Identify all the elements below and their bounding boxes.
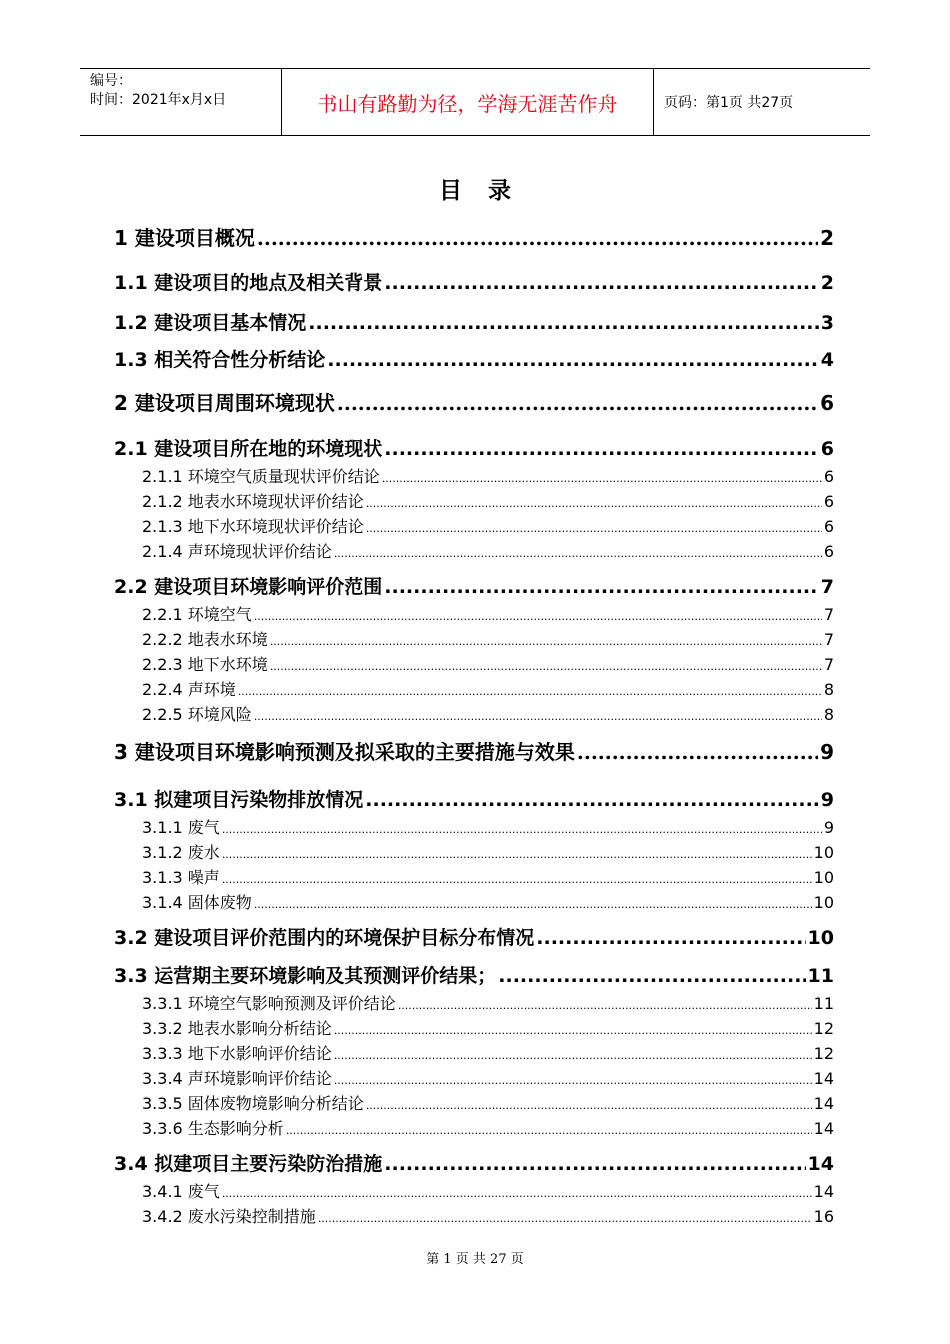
toc-entry-page: 7 <box>823 630 834 649</box>
toc-entry[interactable] <box>114 1149 834 1176</box>
toc-leader-dots <box>384 576 818 598</box>
toc-entry[interactable] <box>114 268 834 295</box>
toc-entry-label: 2.2.3 地下水环境 <box>142 655 268 674</box>
toc-entry[interactable] <box>142 464 834 487</box>
toc-entry-label: 3.3.5 固体废物境影响分析结论 <box>142 1094 364 1113</box>
toc-entry-label: 1.2 建设项目基本情况 <box>114 312 307 334</box>
toc-entry-page: 9 <box>820 740 834 764</box>
toc-entry[interactable] <box>142 652 834 675</box>
toc-leader-dots <box>222 873 812 886</box>
toc-leader-dots <box>365 789 818 811</box>
toc-entry-label: 2.2.5 环境风险 <box>142 705 252 724</box>
toc-entry[interactable] <box>114 572 834 599</box>
toc-entry[interactable] <box>142 991 834 1014</box>
toc-leader-dots <box>334 1074 812 1087</box>
toc-entry-label: 2.2.2 地表水环境 <box>142 630 268 649</box>
toc-entry-page: 2 <box>820 272 834 294</box>
toc-entry-label: 1.1 建设项目的地点及相关背景 <box>114 272 383 294</box>
toc-entry-page: 6 <box>820 391 834 415</box>
toc-entry-label: 3.4.2 废水污染控制措施 <box>142 1207 316 1226</box>
toc-leader-dots <box>366 522 822 535</box>
page-footer: 第 1 页 共 27 页 <box>426 1252 524 1267</box>
toc-entry-label: 2.1.3 地下水环境现状评价结论 <box>142 517 364 536</box>
toc-entry[interactable] <box>114 785 834 812</box>
toc-entry-label: 3.4.1 废气 <box>142 1182 220 1201</box>
toc-leader-dots <box>318 1212 812 1225</box>
toc-leader-dots <box>254 610 822 623</box>
toc-entry[interactable] <box>142 890 834 913</box>
toc-entry-page: 6 <box>823 492 834 511</box>
toc-entry-page: 10 <box>807 927 834 949</box>
toc-leader-dots <box>382 472 822 485</box>
toc-entry-label: 3.1.2 废水 <box>142 843 220 862</box>
toc-entry[interactable] <box>142 1016 834 1039</box>
toc-entry[interactable] <box>114 961 834 988</box>
toc-entry-page: 12 <box>813 1044 834 1063</box>
toc-entry[interactable] <box>114 736 834 765</box>
toc-leader-dots <box>384 272 818 294</box>
toc-leader-dots <box>254 710 822 723</box>
toc-entry-label: 3 建设项目环境影响预测及拟采取的主要措施与效果 <box>114 740 575 764</box>
toc-entry[interactable] <box>142 1066 834 1089</box>
toc-entry-label: 3.1.4 固体废物 <box>142 893 252 912</box>
toc-entry[interactable] <box>142 865 834 888</box>
toc-leader-dots <box>286 1124 812 1137</box>
toc-entry-page: 6 <box>823 467 834 486</box>
toc-leader-dots <box>327 349 818 371</box>
toc-entry-label: 3.4 拟建项目主要污染防治措施 <box>114 1153 383 1175</box>
toc-leader-dots <box>270 635 822 648</box>
toc-entry-label: 3.3.4 声环境影响评价结论 <box>142 1069 332 1088</box>
toc-entry-label: 2.1 建设项目所在地的环境现状 <box>114 438 383 460</box>
toc-entry-label: 2.1.2 地表水环境现状评价结论 <box>142 492 364 511</box>
toc-entry[interactable] <box>114 387 834 416</box>
toc-leader-dots <box>270 660 822 673</box>
toc-leader-dots <box>536 927 805 949</box>
toc-leader-dots <box>222 823 822 836</box>
toc-entry-page: 6 <box>823 517 834 536</box>
document-date: 时间：2021年x月x日 <box>90 92 227 108</box>
toc-entry-page: 14 <box>813 1182 834 1201</box>
toc-entry-page: 2 <box>820 226 834 250</box>
toc-leader-dots <box>254 898 812 911</box>
toc-entry-page: 11 <box>813 994 834 1013</box>
toc-leader-dots <box>222 1187 812 1200</box>
toc-entry-page: 6 <box>820 438 834 460</box>
header-page-info: 页码：第1页 共27页 <box>664 95 794 111</box>
toc-entry[interactable] <box>142 602 834 625</box>
toc-entry[interactable] <box>142 702 834 725</box>
toc-entry-label: 2.2 建设项目环境影响评价范围 <box>114 576 383 598</box>
toc-entry[interactable] <box>142 1204 834 1227</box>
header-motto-cell <box>282 69 654 135</box>
toc-entry-label: 2 建设项目周围环境现状 <box>114 391 335 415</box>
toc-entry-page: 7 <box>823 605 834 624</box>
toc-leader-dots <box>308 312 818 334</box>
header-motto: 书山有路勤为径，学海无涯苦作舟 <box>317 91 618 116</box>
toc-entry-page: 14 <box>813 1119 834 1138</box>
toc-entry[interactable] <box>142 677 834 700</box>
toc-entry-page: 14 <box>813 1069 834 1088</box>
toc-entry-page: 11 <box>807 965 834 987</box>
toc-entry[interactable] <box>114 222 834 251</box>
toc-entry[interactable] <box>142 815 834 838</box>
toc-leader-dots <box>257 226 818 250</box>
toc-leader-dots <box>366 1099 812 1112</box>
toc-leader-dots <box>384 1153 805 1175</box>
toc-entry-page: 6 <box>823 542 834 561</box>
toc-entry-label: 3.3.2 地表水影响分析结论 <box>142 1019 332 1038</box>
toc-entry[interactable] <box>114 308 834 335</box>
toc-leader-dots <box>334 1024 812 1037</box>
page-header <box>80 68 870 136</box>
toc-entry-page: 16 <box>813 1207 834 1226</box>
toc-leader-dots <box>398 999 812 1012</box>
toc-entry-label: 3.3.3 地下水影响评价结论 <box>142 1044 332 1063</box>
toc-leader-dots <box>334 1049 812 1062</box>
toc-entry-page: 7 <box>820 576 834 598</box>
toc-entry[interactable] <box>114 345 834 372</box>
toc-entry[interactable] <box>142 489 834 512</box>
toc-entry-page: 3 <box>820 312 834 334</box>
toc-leader-dots <box>498 965 805 987</box>
toc-entry-label: 3.2 建设项目评价范围内的环境保护目标分布情况 <box>114 927 535 949</box>
toc-entry[interactable] <box>142 627 834 650</box>
toc-entry-label: 3.3 运营期主要环境影响及其预测评价结果； <box>114 965 497 987</box>
toc-entry-page: 14 <box>807 1153 834 1175</box>
toc-entry-label: 3.1 拟建项目污染物排放情况 <box>114 789 364 811</box>
toc-entry-page: 8 <box>823 705 834 724</box>
toc-entry[interactable] <box>142 1041 834 1064</box>
toc-entry-label: 2.2.4 声环境 <box>142 680 236 699</box>
toc-entry-label: 1.3 相关符合性分析结论 <box>114 349 326 371</box>
toc-entry-page: 9 <box>820 789 834 811</box>
toc-entry-page: 7 <box>823 655 834 674</box>
toc-entry-label: 2.1.1 环境空气质量现状评价结论 <box>142 467 380 486</box>
toc-entry-label: 2.2.1 环境空气 <box>142 605 252 624</box>
toc-leader-dots <box>577 740 818 764</box>
toc-entry-page: 10 <box>813 893 834 912</box>
toc-leader-dots <box>238 685 822 698</box>
toc-entry-label: 3.1.1 废气 <box>142 818 220 837</box>
toc-entry[interactable] <box>114 434 834 461</box>
toc-entry-page: 4 <box>820 349 834 371</box>
toc-leader-dots <box>366 497 822 510</box>
toc-leader-dots <box>334 547 822 560</box>
toc-entry-label: 3.3.6 生态影响分析 <box>142 1119 284 1138</box>
toc-entry[interactable] <box>142 1179 834 1202</box>
toc-entry[interactable] <box>142 840 834 863</box>
header-meta <box>80 69 282 135</box>
toc-title: 目录 <box>439 178 537 204</box>
toc-leader-dots <box>337 391 818 415</box>
document-number: 编号： <box>90 73 132 89</box>
toc-entry-label: 2.1.4 声环境现状评价结论 <box>142 542 332 561</box>
toc-entry[interactable] <box>142 1091 834 1114</box>
toc-entry-page: 10 <box>813 868 834 887</box>
toc-entry-page: 8 <box>823 680 834 699</box>
toc-entry-label: 1 建设项目概况 <box>114 226 255 250</box>
toc-entry[interactable] <box>114 923 834 950</box>
toc-entry-label: 3.3.1 环境空气影响预测及评价结论 <box>142 994 396 1013</box>
toc-entry[interactable] <box>142 514 834 537</box>
toc-entry[interactable] <box>142 539 834 562</box>
toc-leader-dots <box>222 848 812 861</box>
toc-entry[interactable] <box>142 1116 834 1139</box>
toc-entry-page: 9 <box>823 818 834 837</box>
toc-entry-page: 12 <box>813 1019 834 1038</box>
toc-entry-page: 14 <box>813 1094 834 1113</box>
toc-entry-page: 10 <box>813 843 834 862</box>
toc-leader-dots <box>384 438 818 460</box>
toc-entry-label: 3.1.3 噪声 <box>142 868 220 887</box>
